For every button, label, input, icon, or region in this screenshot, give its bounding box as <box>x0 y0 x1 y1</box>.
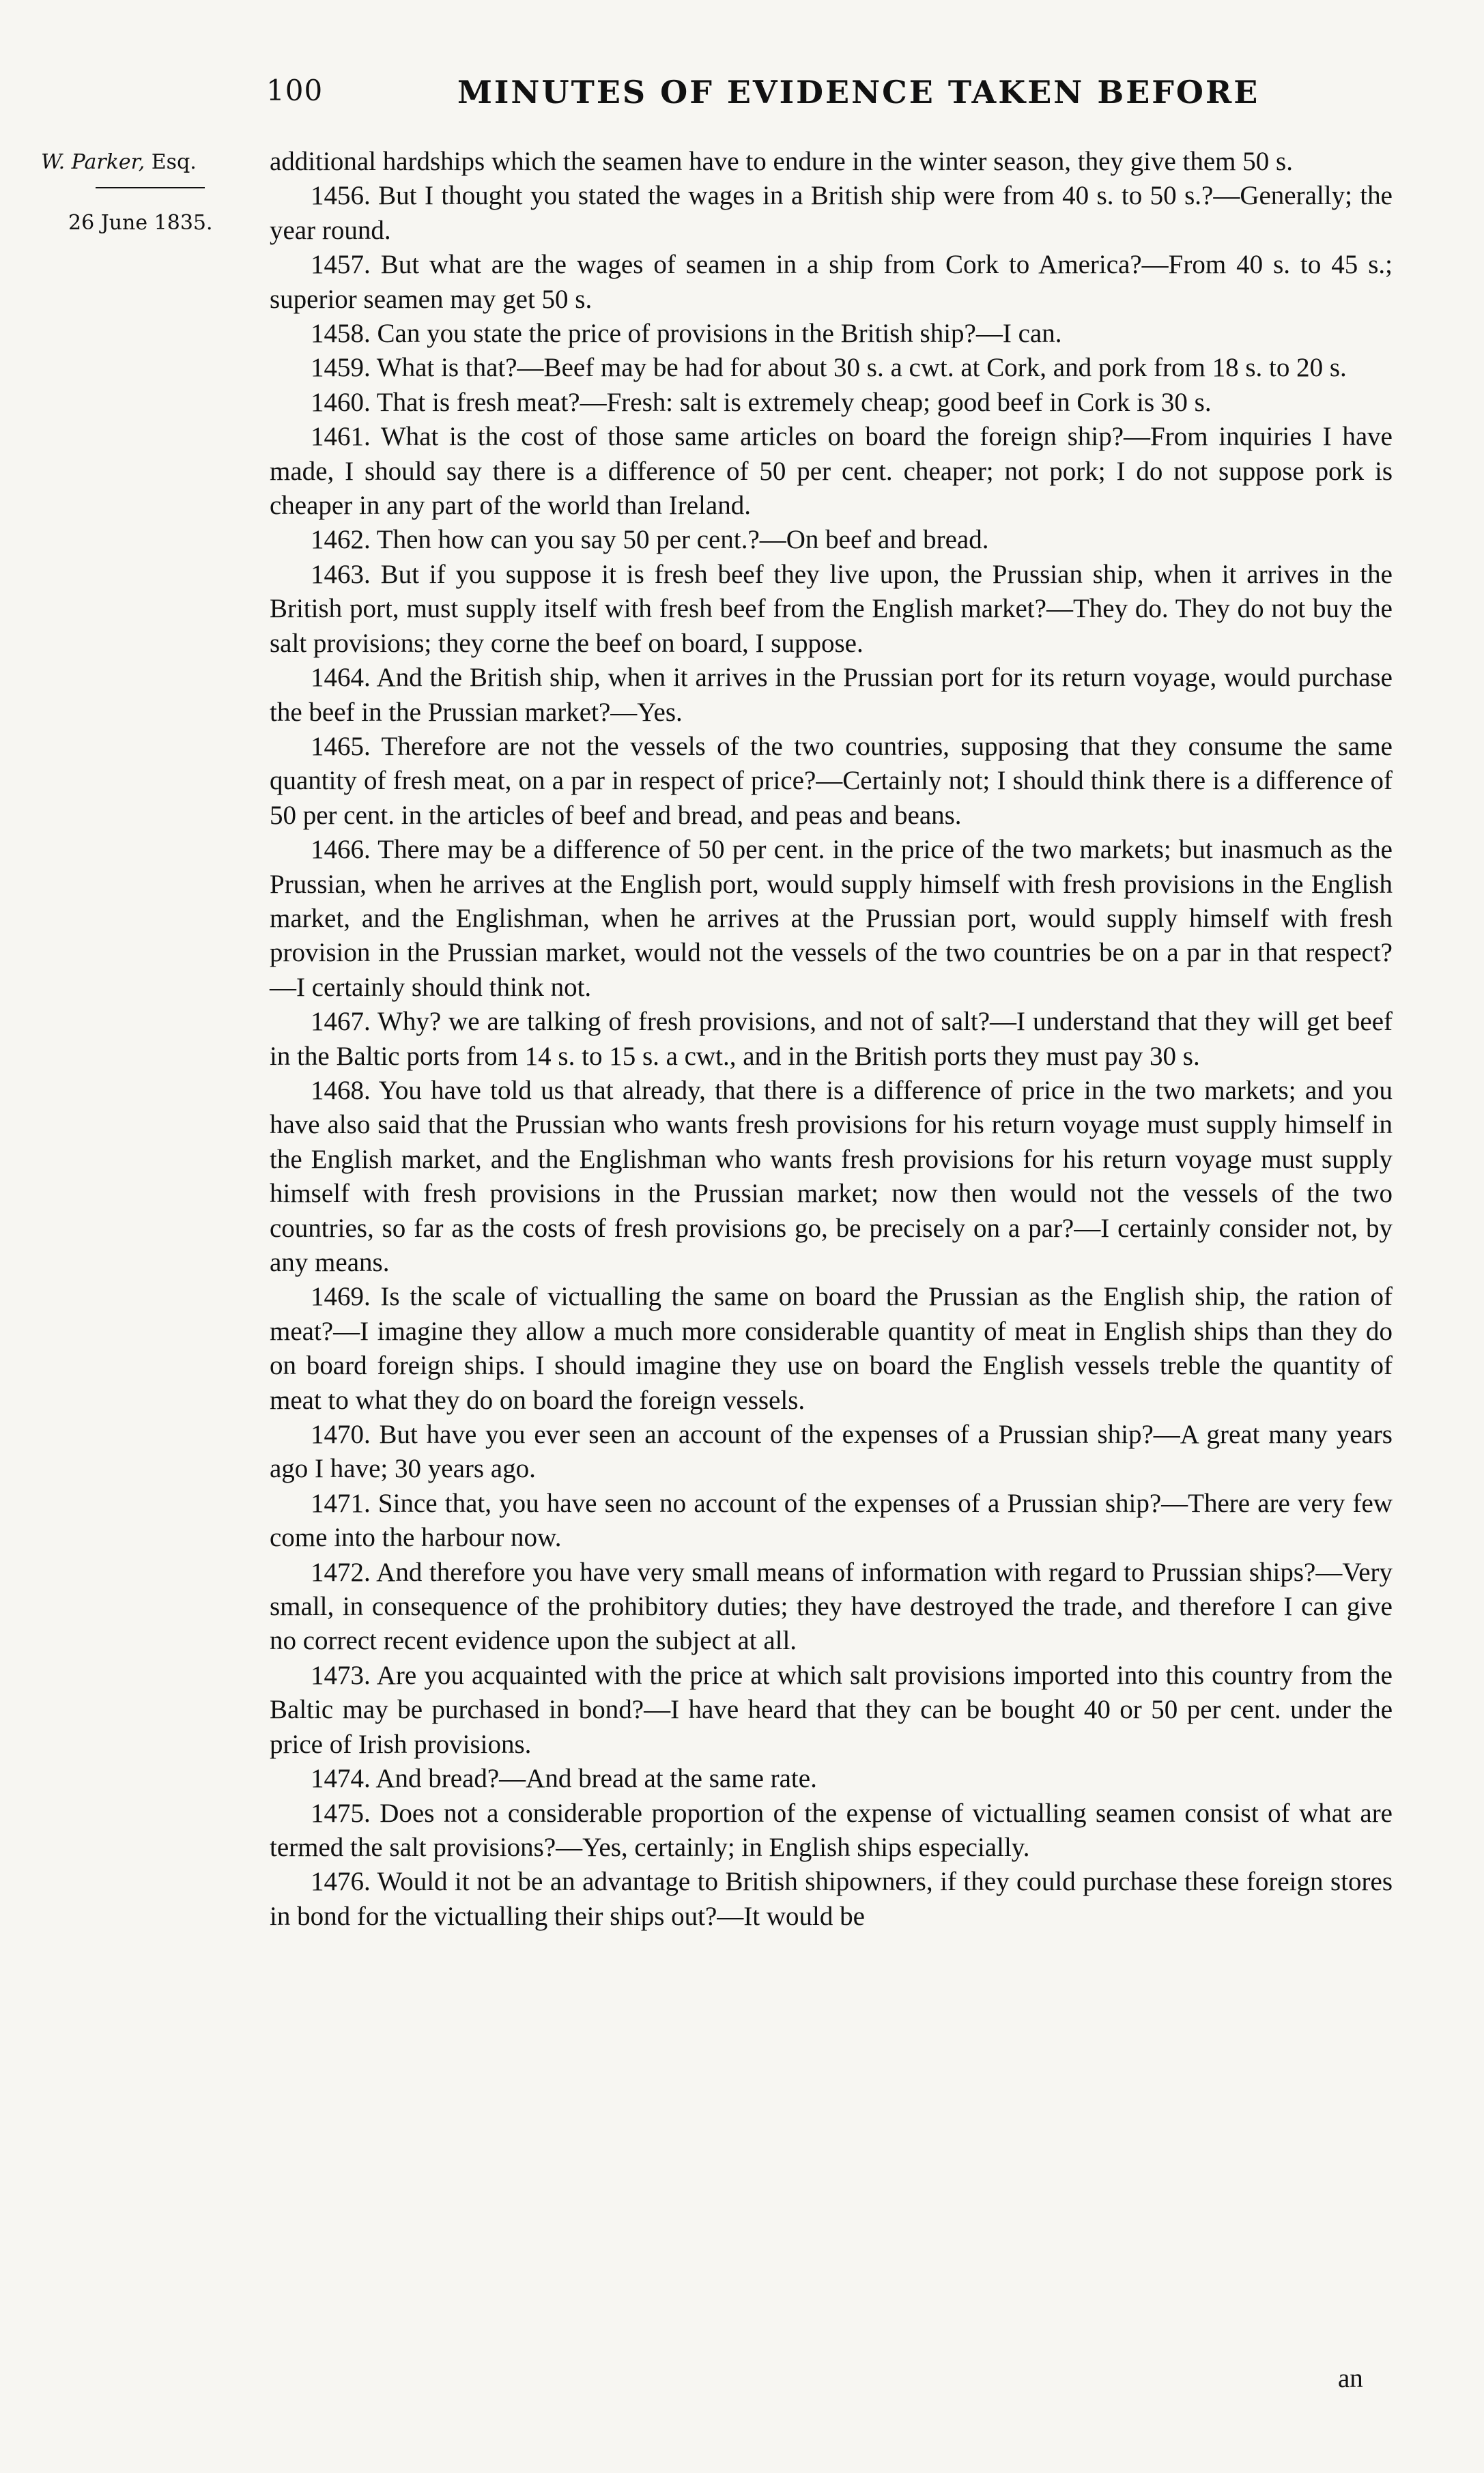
question-1458: 1458. Can you state the price of provisions in the British ship?—I can. <box>311 319 1062 349</box>
witness-suffix: Esq. <box>145 150 197 174</box>
question-1472: 1472. And therefore you have very small means of information with regard to Prussian ships?—Very small, in consequence of the prohibitory duties; they have destroyed the trade, and therefore I can give no correct recent evidence upon the subject at all. <box>270 1557 1393 1656</box>
running-title: MINUTES OF EVIDENCE TAKEN BEFORE <box>457 74 1260 111</box>
question-1471: 1471. Since that, you have seen no account of the expenses of a Prussian ship?—There are very few come into the harbour now. <box>270 1488 1393 1553</box>
evidence-date: 26 June 1835. <box>68 211 213 235</box>
question-1462: 1462. Then how can you say 50 per cent.?—On beef and bread. <box>311 525 989 555</box>
question-1473: 1473. Are you acquainted with the price at which salt provisions imported into this country from the Baltic may be purchased in bond?—I have heard that they can be bought 40 or 50 per cent. under the price of Irish provisions. <box>270 1660 1393 1759</box>
question-1474: 1474. And bread?—And bread at the same rate. <box>311 1764 817 1794</box>
question-1468: 1468. You have told us that already, that there is a difference of price in the two markets; and you have also said that the Prussian who wants fresh provisions for his return voyage must supply himself in the English market, and the Englishman who wants fresh provisions for his return voyage must supply himself with fresh provisions in the Prussian market; now then would not the vessels of the two countries, so far as the costs of fresh provisions go, be precisely on a par?—I certainly consider not, by any means. <box>270 1075 1393 1277</box>
question-1460: 1460. That is fresh meat?—Fresh: salt is extremely cheap; good beef in Cork is 30 s. <box>311 387 1212 417</box>
margin-note <box>41 147 246 238</box>
question-1461: 1461. What is the cost of those same articles on board the foreign ship?—From inquiries I have made, I should say there is a difference of 50 per cent. cheaper; not pork; I do not suppose pork is cheaper in any part of the world than Ireland. <box>270 422 1393 521</box>
question-1475: 1475. Does not a considerable proportion of the expense of victualling seamen consist of what are termed the salt provisions?—Yes, certainly; in English ships especially. <box>270 1798 1393 1862</box>
question-1476: 1476. Would it not be an advantage to British shipowners, if they could purchase these foreign stores in bond for the victualling their ships out?—It would be <box>270 1867 1393 1931</box>
question-1465: 1465. Therefore are not the vessels of the two countries, supposing that they consume the same quantity of fresh meat, on a par in respect of price?—Certainly not; I should think there is a difference of 50 per cent. in the articles of beef and bread, and peas and beans. <box>270 731 1393 830</box>
question-1456: 1456. But I thought you stated the wages in a British ship were from 40 s. to 50 s.?—Generally; the year round. <box>270 181 1393 245</box>
question-1466: 1466. There may be a difference of 50 per cent. in the price of the two markets; but inasmuch as the Prussian, when he arrives at the English port, would supply himself with fresh provisions in the English market, and the Englishman, when he arrives at the Prussian port, would supply himself with fresh provision in the Prussian market, would not the vessels of the two countries be on a par in that respect?—I certainly should think not. <box>270 835 1393 1002</box>
question-1464: 1464. And the British ship, when it arrives in the Prussian port for its return voyage, would purchase the beef in the Prussian market?—Yes. <box>270 663 1393 727</box>
question-1459: 1459. What is that?—Beef may be had for about 30 s. a cwt. at Cork, and pork from 18 s. to 20 s. <box>311 353 1347 383</box>
question-1469: 1469. Is the scale of victualling the same on board the Prussian as the English ship, the ration of meat?—I imagine they allow a much more considerable quantity of meat in English ships than they do on board foreign ships. I should imagine they use on board the English vessels treble the quantity of meat to what they do on board the foreign vessels. <box>270 1282 1393 1415</box>
catchword: an <box>1338 2364 1363 2393</box>
question-1463: 1463. But if you suppose it is fresh beef they live upon, the Prussian ship, when it arrives in the British port, must supply itself with fresh beef from the English market?—They do. They do not buy the salt provisions; they corne the beef on board, I suppose. <box>270 559 1393 658</box>
evidence-body <box>270 145 1393 1934</box>
question-1470: 1470. But have you ever seen an account of the expenses of a Prussian ship?—A great many years ago I have; 30 years ago. <box>270 1420 1393 1484</box>
question-1457: 1457. But what are the wages of seamen in a ship from Cork to America?—From 40 s. to 45 s.; superior seamen may get 50 s. <box>270 250 1393 314</box>
paragraph-continuation: additional hardships which the seamen have to endure in the winter season, they give them 50 s. <box>270 147 1293 176</box>
witness-label <box>41 147 246 177</box>
margin-divider <box>96 187 205 188</box>
witness-name: W. Parker, <box>41 150 145 174</box>
page-header <box>266 74 1290 121</box>
question-1467: 1467. Why? we are talking of fresh provisions, and not of salt?—I understand that they will get beef in the Baltic ports from 14 s. to 15 s. a cwt., and in the British ports they must pay 30 s. <box>270 1007 1393 1071</box>
page-number: 100 <box>266 74 324 107</box>
